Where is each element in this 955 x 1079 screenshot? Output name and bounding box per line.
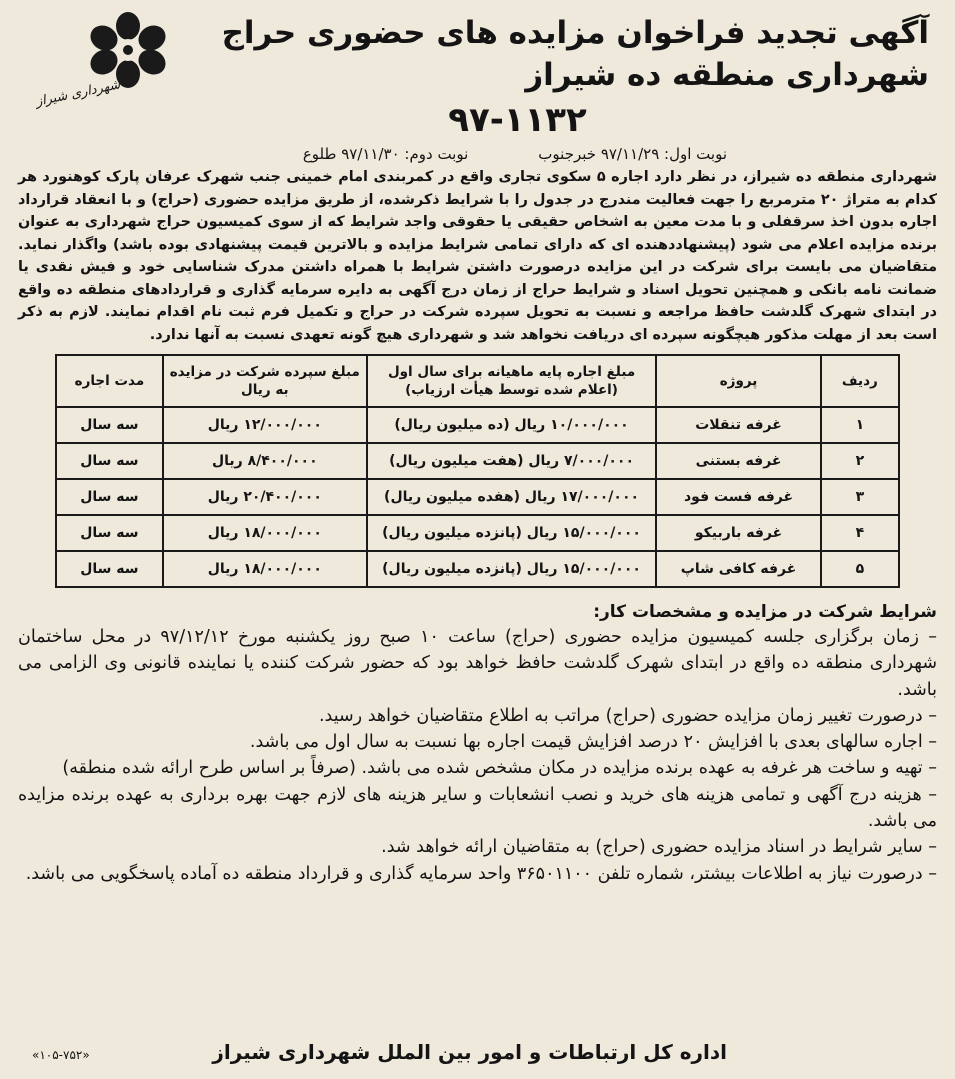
deposit-amount: ۸/۴۰۰/۰۰۰ ریال <box>163 443 367 479</box>
base-rent: ۱۵/۰۰۰/۰۰۰ ریال (پانزده میلیون ریال) <box>367 515 657 551</box>
col-header-project: پروژه <box>656 355 820 407</box>
footer <box>18 1040 937 1070</box>
col-header-row-no: ردیف <box>821 355 899 407</box>
project-name: غرفه فست فود <box>656 479 820 515</box>
lease-period: سه سال <box>56 551 163 587</box>
logo-caption: شهرداری شیراز <box>34 77 122 110</box>
conditions-title: شرایط شرکت در مزایده و مشخصات کار: <box>593 602 937 622</box>
lease-period: سه سال <box>56 479 163 515</box>
condition-item: – اجاره سالهای بعدی با افزایش ۲۰ درصد افزایش قیمت اجاره بها نسبت به سال اول می باشد. <box>249 732 937 753</box>
row-number: ۵ <box>821 551 899 587</box>
deposit-amount: ۲۰/۴۰۰/۰۰۰ ریال <box>163 479 367 515</box>
condition-item: – سایر شرایط در اسناد مزایده حضوری (حراج) به متقاضیان ارائه خواهد شد. <box>381 837 937 858</box>
publication-dates <box>18 144 937 164</box>
table-row <box>56 479 899 515</box>
lease-period: سه سال <box>56 443 163 479</box>
footer-organization: اداره کل ارتباطات و امور بین الملل شهرداری شیراز <box>212 1040 727 1064</box>
intro-paragraph: شهرداری منطقه ده شیراز، در نظر دارد اجاره ۵ سکوی تجاری واقع در کمربندی امام خمینی جنب شهرک عرفان پارک کوهنورد هر کدام به متراژ ۲۰ مترمربع را جهت فعالیت مندرج در جدول را با شرایط ذکرشده، از طریق مزایده حضوری (حراج) و با انعقاد قرارداد اجاره بدون اخذ سرقفلی و با مدت معین به اشخاص حقیقی یا حقوقی واجد شرایط که از سوی کمیسیون حراج شهرداری به عنوان برنده مزایده اعلام می شود (پیشنهاددهنده ای که دارای تمامی شرایط مزایده و بالاترین قیمت پیشنهادی بوده باشد) واگذار نماید. متقاضیان می بایست برای شرکت در این مزایده درصورت داشتن شرایط با همراه داشتن مدرک شناسایی خود و فیش نقدی یا ضمانت نامه بانکی و همچنین تحویل اسناد و شرایط حراج از زمان درج آگهی به دایره سرمایه گذاری و قراردادهای منطقه ده واقع در ابتدای شهرک گلدشت حافظ مراجعه و نسبت به تحویل سپرده شرکت در حراج و تکمیل فرم ثبت نام اقدام نمایند. لازم به ذکر است بعد از مهلت مذکور هیچگونه سپرده ای دریافت نخواهد شد و شهرداری هیچ گونه تعهدی نسبت به آنها ندارد. <box>18 169 937 343</box>
row-number: ۳ <box>821 479 899 515</box>
condition-item: – تهیه و ساخت هر غرفه به عهده برنده مزایده در مکان مشخص شده می باشد. (صرفاً بر اساس طرح ارائه شده منطقه) <box>62 758 937 779</box>
deposit-amount: ۱۲/۰۰۰/۰۰۰ ریال <box>163 407 367 443</box>
table-header-row <box>56 355 899 407</box>
row-number: ۴ <box>821 515 899 551</box>
base-rent: ۷/۰۰۰/۰۰۰ ریال (هفت میلیون ریال) <box>367 443 657 479</box>
first-publication-date: نوبت اول: ۹۷/۱۱/۲۹ خبرجنوب <box>538 145 727 163</box>
footer-code: «۱۰۵-۷۵۲» <box>32 1048 90 1062</box>
page-title: آگهی تجدید فراخوان مزایده های حضوری حراج شهرداری منطقه ده شیراز <box>221 15 929 93</box>
project-name: غرفه بستنی <box>656 443 820 479</box>
deposit-amount: ۱۸/۰۰۰/۰۰۰ ریال <box>163 551 367 587</box>
table-row <box>56 551 899 587</box>
col-header-base-rent: مبلغ اجاره پایه ماهیانه برای سال اول (اعلام شده توسط هیأت ارزیاب) <box>367 355 657 407</box>
municipality-logo <box>14 12 174 112</box>
deposit-amount: ۱۸/۰۰۰/۰۰۰ ریال <box>163 515 367 551</box>
project-name: غرفه باربیکو <box>656 515 820 551</box>
second-publication-date: نوبت دوم: ۹۷/۱۱/۳۰ طلوع <box>302 145 469 163</box>
condition-item: – زمان برگزاری جلسه کمیسیون مزایده حضوری (حراج) ساعت ۱۰ صبح روز یکشنبه مورخ ۹۷/۱۲/۱۲ در محل ساختمان شهرداری منطقه ده واقع در ابتدای شهرک گلدشت حافظ خواهد بود که حضور شرکت کننده یا نماینده قانونی وی الزامی می باشد. <box>18 627 937 700</box>
base-rent: ۱۷/۰۰۰/۰۰۰ ریال (هفده میلیون ریال) <box>367 479 657 515</box>
condition-item: – درصورت تغییر زمان مزایده حضوری (حراج) مراتب به اطلاع متقاضیان خواهد رسید. <box>318 705 937 726</box>
base-rent: ۱۵/۰۰۰/۰۰۰ ریال (پانزده میلیون ریال) <box>367 551 657 587</box>
base-rent: ۱۰/۰۰۰/۰۰۰ ریال (ده میلیون ریال) <box>367 407 657 443</box>
tender-number: ۹۷-۱۱۳۲ <box>448 100 587 140</box>
row-number: ۱ <box>821 407 899 443</box>
booths-table <box>55 354 900 588</box>
project-name: غرفه تنقلات <box>656 407 820 443</box>
lease-period: سه سال <box>56 407 163 443</box>
project-name: غرفه کافی شاپ <box>656 551 820 587</box>
lease-period: سه سال <box>56 515 163 551</box>
col-header-lease-period: مدت اجاره <box>56 355 163 407</box>
row-number: ۲ <box>821 443 899 479</box>
condition-item: – هزینه درج آگهی و تمامی هزینه های خرید و نصب انشعابات و سایر هزینه های لازم جهت بهره برداری به عهده برنده مزایده می باشد. <box>18 784 937 832</box>
table-row <box>56 515 899 551</box>
condition-item: – درصورت نیاز به اطلاعات بیشتر، شماره تلفن ۳۶۵۰۱۱۰۰ واحد سرمایه گذاری و قرارداد منطقه ده آماده پاسخگویی می باشد. <box>25 863 937 884</box>
table-row <box>56 407 899 443</box>
table-row <box>56 443 899 479</box>
col-header-deposit: مبلغ سپرده شرکت در مزایده به ریال <box>163 355 367 407</box>
